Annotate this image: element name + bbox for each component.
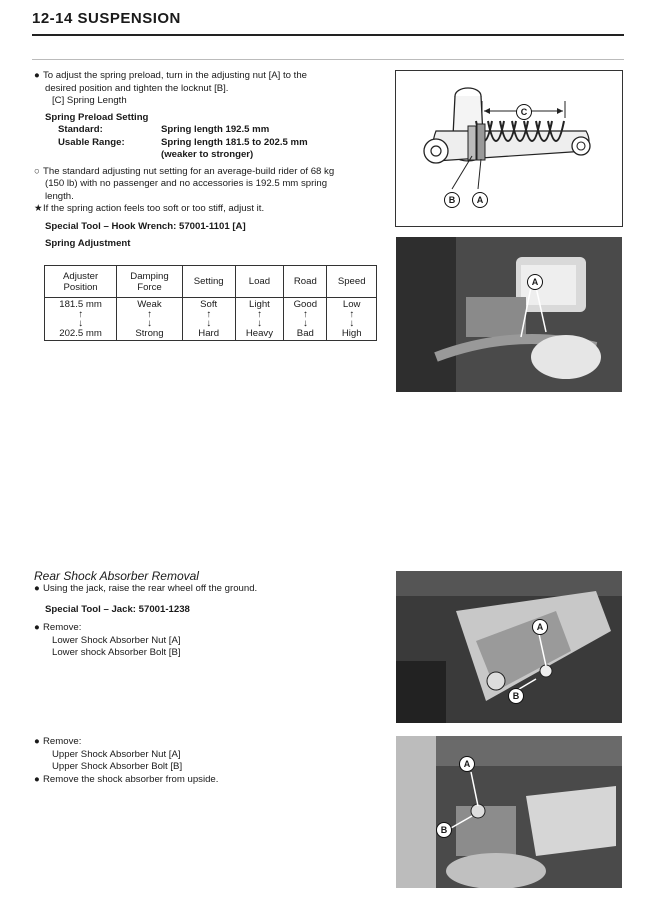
bullet-circle: ○	[34, 165, 40, 177]
section2-text: ● Using the jack, raise the rear wheel off the ground. Special Tool – Jack: 57001-1238 ● Remove: Lower Shock Absorber Nut [A] Lower shock Absorber Bolt [B]	[34, 583, 374, 660]
photo-drawing	[396, 736, 622, 888]
arrow-down-icon: ↓	[206, 318, 212, 329]
table-cell	[327, 298, 377, 341]
cell-bottom-value: 202.5 mm	[59, 328, 102, 339]
table-cell	[284, 298, 327, 341]
header-rule	[32, 34, 624, 36]
cell-top-value: 181.5 mm	[59, 299, 102, 310]
arrow-up-icon: ↑	[146, 309, 152, 320]
cell-top-value: Soft	[200, 299, 218, 310]
cell-top-value: Low	[342, 299, 361, 310]
cell-bottom-value: Strong	[135, 328, 164, 339]
cell-bottom-value: Bad	[296, 328, 314, 339]
label-b: B	[508, 688, 524, 704]
figure-photo-upper-bolt	[396, 736, 622, 888]
table-cell	[182, 298, 235, 341]
table-heading: Spring Adjustment	[45, 238, 131, 249]
arrow-down-icon: ↓	[78, 318, 84, 329]
arrow-up-icon: ↑	[256, 309, 262, 320]
label-c: C	[516, 104, 532, 120]
arrow-up-icon: ↑	[302, 309, 308, 320]
label-b: B	[436, 822, 452, 838]
photo-drawing	[396, 237, 622, 392]
table-cell	[235, 298, 284, 341]
label-a: A	[472, 192, 488, 208]
arrow-up-icon: ↑	[349, 309, 355, 320]
table-header-cell: Setting	[182, 266, 235, 298]
arrow-down-icon: ↓	[302, 318, 308, 329]
table-header-row	[45, 266, 377, 298]
label-a: A	[459, 756, 475, 772]
spring-adjustment-table	[44, 265, 377, 341]
table-header-cell: Load	[235, 266, 284, 298]
arrow-down-icon: ↓	[349, 318, 355, 329]
cell-bottom-value: High	[341, 328, 362, 339]
figure-photo-lower-bolt	[396, 571, 622, 723]
arrow-up-icon: ↑	[78, 309, 84, 320]
cell-top-value: Light	[249, 299, 270, 310]
label-a: A	[532, 619, 548, 635]
header-subrule	[32, 59, 624, 60]
shock-absorber-drawing	[396, 71, 622, 226]
figure-spring-diagram	[395, 70, 623, 227]
special-tool-line: Special Tool – Jack: 57001-1238	[45, 603, 190, 615]
cell-top-value: Good	[293, 299, 318, 310]
table-cell	[117, 298, 183, 341]
table-header-cell: Road	[284, 266, 327, 298]
table-header-cell: Damping Force	[117, 266, 183, 298]
arrow-down-icon: ↓	[146, 318, 152, 329]
table-row	[45, 298, 377, 341]
special-tool-line: Special Tool – Hook Wrench: 57001-1101 [A]	[45, 220, 246, 232]
cell-bottom-value: Hard	[198, 328, 220, 339]
section-heading: Rear Shock Absorber Removal	[34, 569, 199, 583]
table-header-cell: Speed	[327, 266, 377, 298]
label-a: A	[527, 274, 543, 290]
table-cell	[45, 298, 117, 341]
bullet-star: ★	[34, 203, 43, 214]
arrow-up-icon: ↑	[206, 309, 212, 320]
section2-text-b: ● Remove: Upper Shock Absorber Nut [A] Upper Shock Absorber Bolt [B] ● Remove the shock absorber from upside.	[34, 736, 219, 785]
label-b: B	[444, 192, 460, 208]
table-header-cell: Adjuster Position	[45, 266, 117, 298]
bullet-dot: ●	[34, 70, 40, 81]
cell-bottom-value: Heavy	[245, 328, 274, 339]
arrow-down-icon: ↓	[256, 318, 262, 329]
cell-top-value: Weak	[137, 299, 162, 310]
page-title: 12-14 SUSPENSION	[32, 10, 181, 27]
section1-text: ● To adjust the spring preload, turn in the adjusting nut [A] to the desired position and tighten the locknut [B]. [C] Spring Length Spring Preload Setting Standard: Spring length 192.5 mm Usable Range: Spring length 181.5 to 202.5 mm (weaker to stronger) ○ The standard adjusting nut setting for an average-build rider of 68 kg (150 lb) with no passenger and no accessories is 192.5 mm spring length. ★If the spring action feels too soft or too stiff, adjust it. Special Tool – Hook Wrench: 57001-1101 [A] Spring Adjustment	[34, 70, 384, 251]
figure-photo-hook-wrench	[396, 237, 622, 392]
setting-heading: Spring Preload Setting	[45, 111, 149, 123]
